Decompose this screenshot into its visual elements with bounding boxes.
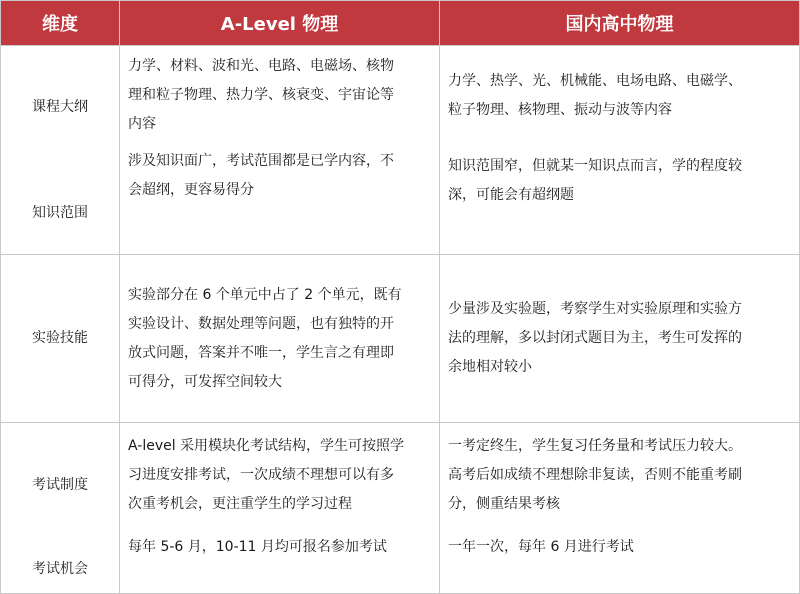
table-row-lab-skills: [1, 255, 800, 423]
cell-text-line: 深，可能会有超纲题: [448, 187, 574, 203]
cell-text-line: 粒子物理、核物理、振动与波等内容: [448, 102, 672, 118]
cell-text-line: 次重考机会，更注重学生的学习过程: [128, 496, 352, 512]
dimension-cell: [1, 46, 120, 255]
cell-text-line: 一年一次，每年 6 月进行考试: [448, 539, 634, 555]
cell-text-line: 力学、热学、光、机械能、电场电路、电磁学、: [448, 73, 742, 89]
cell-text-line: 涉及知识面广，考试范围都是已学内容，不: [128, 153, 394, 169]
cell-text-line: 少量涉及实验题，考察学生对实验原理和实验方: [448, 301, 742, 317]
cell-text-line: A-level 采用模块化考试结构，学生可按照学: [128, 438, 405, 454]
cell-text-line: 力学、材料、波和光、电路、电磁场、核物: [128, 58, 394, 74]
dimension-label: 课程大纲: [32, 99, 88, 115]
cell-text-line: 习进度安排考试，一次成绩不理想可以有多: [128, 467, 394, 483]
cell-text-line: 法的理解，多以封闭式题目为主，考生可发挥的: [448, 330, 742, 346]
cell-text-line: 高考后如成绩不理想除非复读，否则不能重考刷: [448, 467, 742, 483]
alevel-cell: [120, 255, 440, 423]
dimension-cell: [1, 255, 120, 423]
alevel-cell: [120, 423, 440, 594]
table-row-syllabus: [1, 46, 800, 255]
cell-text-line: 知识范围窄，但就某一知识点而言，学的程度较: [448, 158, 742, 174]
cell-text-line: 放式问题，答案并不唯一，学生言之有理即: [128, 344, 394, 361]
cell-text-line: 实验设计、数据处理等问题，也有独特的开: [128, 315, 394, 332]
dimension-cell: [1, 423, 120, 594]
header-dimension: 维度: [1, 1, 120, 46]
cell-text-line: 理和粒子物理、热力学、核衰变、宇宙论等: [128, 87, 394, 103]
dimension-label: 考试制度: [32, 477, 88, 493]
table-row-exam-system: [1, 423, 800, 594]
header-row: [1, 1, 800, 46]
cell-text-line: 每年 5-6 月，10-11 月均可报名参加考试: [128, 539, 387, 555]
cell-text-line: 内容: [128, 116, 156, 132]
domestic-cell: [440, 46, 800, 255]
header-alevel: A-Level 物理: [120, 1, 440, 46]
domestic-cell: [440, 255, 800, 423]
dimension-label: 知识范围: [32, 205, 88, 221]
dimension-label: 实验技能: [32, 330, 88, 346]
cell-text-line: 可得分，可发挥空间较大: [128, 373, 282, 390]
cell-text-line: 会超纲，更容易得分: [128, 182, 254, 198]
cell-text-line: 余地相对较小: [448, 359, 532, 375]
cell-text-line: 一考定终生，学生复习任务量和考试压力较大。: [448, 438, 742, 454]
header-domestic: 国内高中物理: [440, 1, 800, 46]
alevel-cell: [120, 46, 440, 255]
cell-text-line: 实验部分在 6 个单元中占了 2 个单元，既有: [128, 286, 402, 303]
cell-text-line: 分，侧重结果考核: [448, 496, 560, 512]
dimension-label: 考试机会: [32, 561, 88, 577]
domestic-cell: [440, 423, 800, 594]
